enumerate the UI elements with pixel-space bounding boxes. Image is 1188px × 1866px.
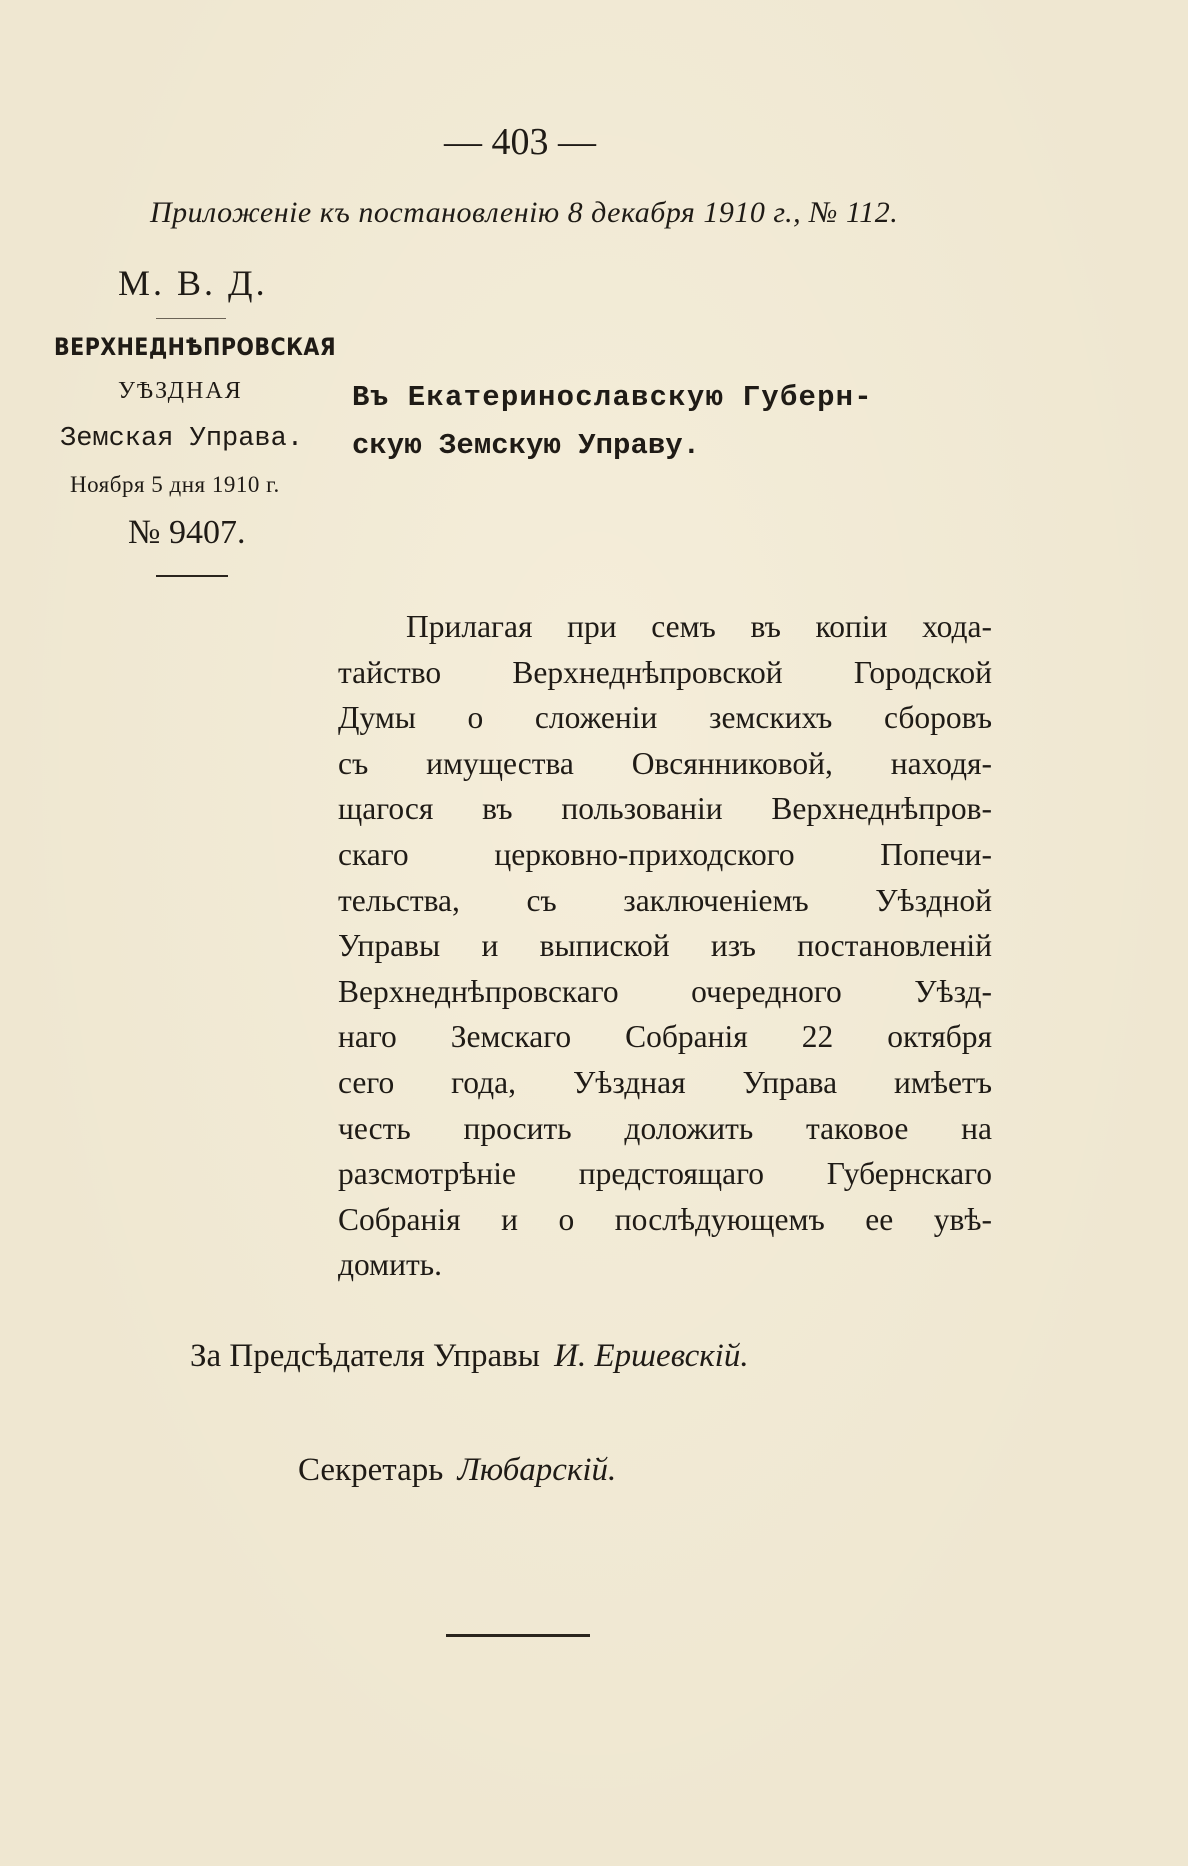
- letter-body: [338, 604, 992, 1288]
- body-line: тельства, съ заключенiемъ Уѣздной: [338, 882, 992, 918]
- letter-number: № 9407.: [128, 514, 246, 551]
- letter-date: Ноября 5 дня 1910 г.: [70, 472, 280, 497]
- ministry-abbreviation: М. В. Д.: [118, 263, 268, 303]
- chair-name: И. Ершевскiй.: [554, 1338, 749, 1374]
- sender-org-type: УѢЗДНАЯ: [118, 378, 243, 404]
- secretary-name: Любарскiй.: [457, 1452, 617, 1488]
- body-line: наго Земскаго Собранiя 22 октября: [338, 1019, 992, 1055]
- body-line: домить.: [338, 1247, 442, 1283]
- page-number: — 403 —: [444, 121, 596, 163]
- secretary-signature: [298, 1452, 616, 1489]
- appendix-note: Приложенiе къ постановленiю 8 декабря 1910 г., № 112.: [150, 196, 899, 229]
- body-line: честь просить доложить таковое на: [338, 1110, 992, 1146]
- body-line: съ имущества Овсянниковой, находя-: [338, 745, 992, 781]
- body-line: сего года, Уѣздная Управа имѣетъ: [338, 1064, 992, 1100]
- body-line: разсмотрѣнiе предстоящаго Губернскаго: [338, 1156, 992, 1192]
- body-line: Собранiя и о послѣдующемъ ее увѣ-: [338, 1201, 992, 1237]
- addressee-line: скую Земскую Управу.: [352, 429, 701, 462]
- addressee: [352, 374, 992, 470]
- secretary-label: Секретарь: [298, 1452, 444, 1488]
- body-line: щагося въ пользованiи Верхнеднѣпров-: [338, 791, 992, 827]
- divider-bottom: [446, 1634, 590, 1637]
- divider-short-top: [156, 318, 226, 319]
- sender-org-body: Земская Управа.: [60, 424, 304, 454]
- body-line: скаго церковно-приходского Попечи-: [338, 836, 992, 872]
- sender-organization: ВЕРХНЕДНѢПРОВСКАЯ: [54, 333, 337, 361]
- addressee-line: Въ Екатеринославскую Губерн-: [352, 381, 873, 414]
- body-line: Прилагая при семъ въ копiи хода-: [406, 609, 992, 644]
- body-line: тайство Верхнеднѣпровской Городской: [338, 654, 992, 690]
- body-line: Управы и выпиской изъ постановленiй: [338, 928, 992, 964]
- divider-under-number: [156, 575, 228, 577]
- body-line: Думы о сложенiи земскихъ сборовъ: [338, 700, 992, 736]
- chair-label: За Предсѣдателя Управы: [190, 1338, 540, 1374]
- body-line: Верхнеднѣпровскаго очередного Уѣзд-: [338, 973, 992, 1009]
- chair-signature: [190, 1338, 749, 1375]
